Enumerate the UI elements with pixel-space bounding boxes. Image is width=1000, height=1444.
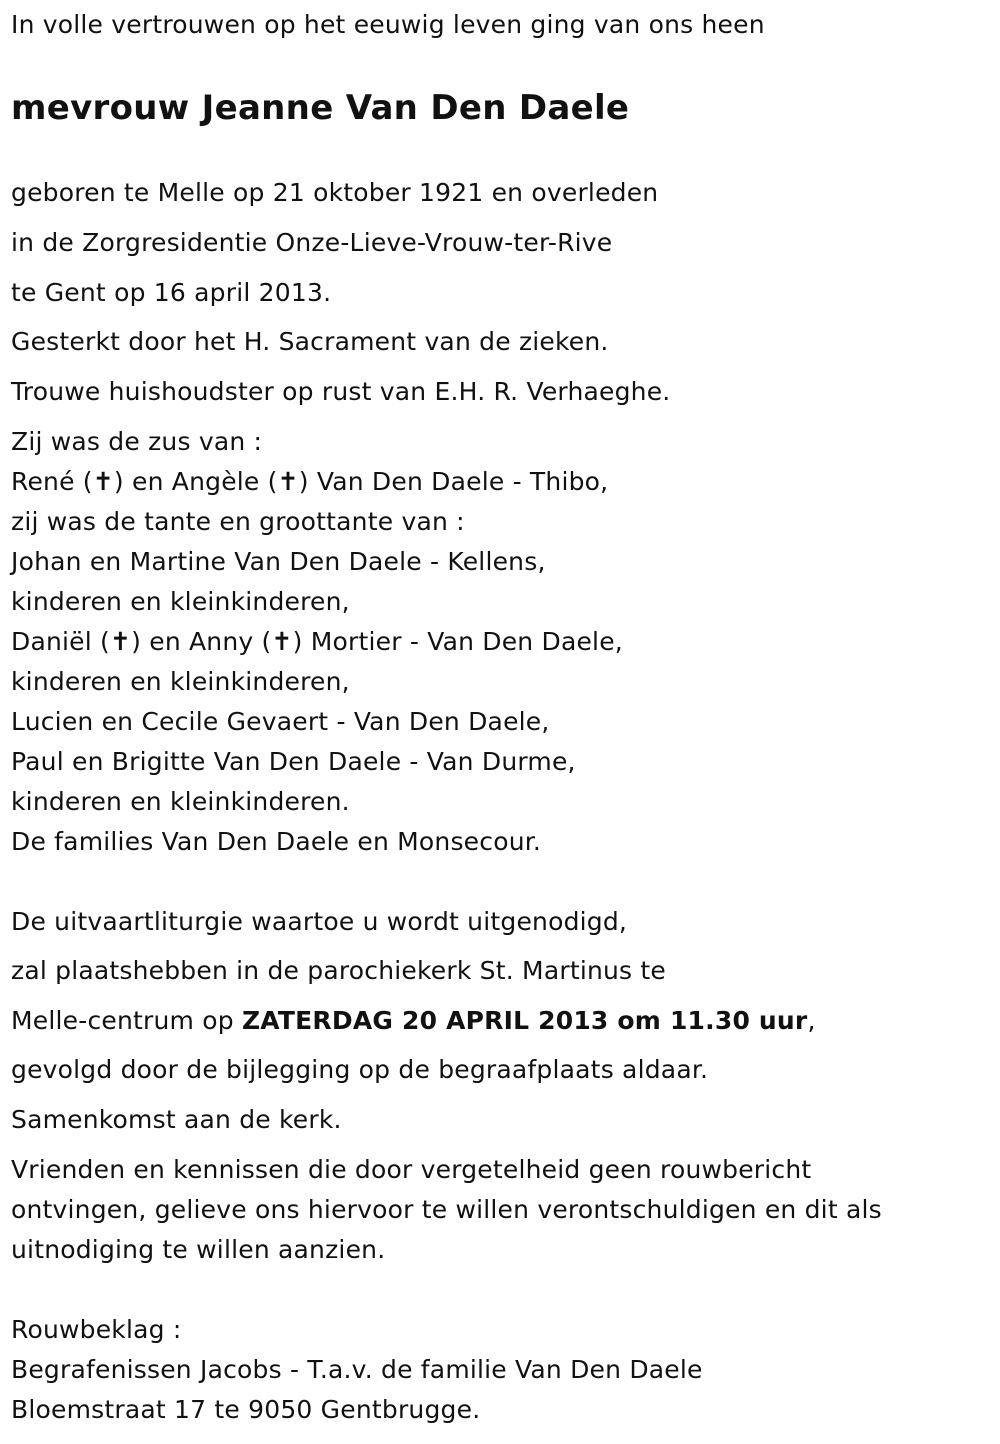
funeral-line: gevolgd door de bijlegging op de begraafplaats aldaar. [11,1055,709,1084]
condolences-address-line: Bloemstraat 17 te 9050 Gentbrugge. [11,1395,481,1424]
funeral-line: Samenkomst aan de kerk. [11,1105,342,1134]
bio-line: Gesterkt door het H. Sacrament van de zieken. [11,327,609,356]
family-line: De families Van Den Daele en Monsecour. [11,827,542,856]
family-line: kinderen en kleinkinderen. [11,787,350,816]
apology-line: Vrienden en kennissen die door vergetelheid geen rouwbericht [11,1155,812,1184]
family-line: Lucien en Cecile Gevaert - Van Den Daele, [11,707,550,736]
family-line: Johan en Martine Van Den Daele - Kellens, [11,547,546,576]
funeral-line: zal plaatshebben in de parochiekerk St. Martinus te [11,956,667,985]
bio-line: in de Zorgresidentie Onze-Lieve-Vrouw-ter-Rive [11,228,613,257]
family-line: Zij was de zus van : [11,427,263,456]
condolences-address-line: Begrafenissen Jacobs - T.a.v. de familie Van Den Daele [11,1355,703,1384]
apology-line: uitnodiging te willen aanzien. [11,1235,386,1264]
deceased-name: mevrouw Jeanne Van Den Daele [11,88,630,128]
funeral-date: ZATERDAG 20 APRIL 2013 om 11.30 uur [241,1006,808,1035]
family-line: Daniël (✝) en Anny (✝) Mortier - Van Den Daele, [11,627,623,656]
funeral-date-suffix: , [807,1006,816,1035]
family-line: kinderen en kleinkinderen, [11,667,350,696]
funeral-date-prefix: Melle-centrum op [11,1006,242,1035]
funeral-line: De uitvaartliturgie waartoe u wordt uitgenodigd, [11,907,628,936]
funeral-date-line [11,1005,816,1037]
bio-line: te Gent op 16 april 2013. [11,278,332,307]
bio-line: Trouwe huishoudster op rust van E.H. R. Verhaeghe. [11,377,671,406]
family-line: kinderen en kleinkinderen, [11,587,350,616]
apology-line: ontvingen, gelieve ons hiervoor te willen verontschuldigen en dit als [11,1195,882,1224]
family-line: zij was de tante en groottante van : [11,507,465,536]
condolences-label: Rouwbeklag : [11,1315,182,1344]
family-line: Paul en Brigitte Van Den Daele - Van Durme, [11,747,576,776]
intro-text: In volle vertrouwen op het eeuwig leven ging van ons heen [11,10,765,39]
family-line: René (✝) en Angèle (✝) Van Den Daele - Thibo, [11,467,609,496]
bio-line: geboren te Melle op 21 oktober 1921 en overleden [11,178,659,207]
